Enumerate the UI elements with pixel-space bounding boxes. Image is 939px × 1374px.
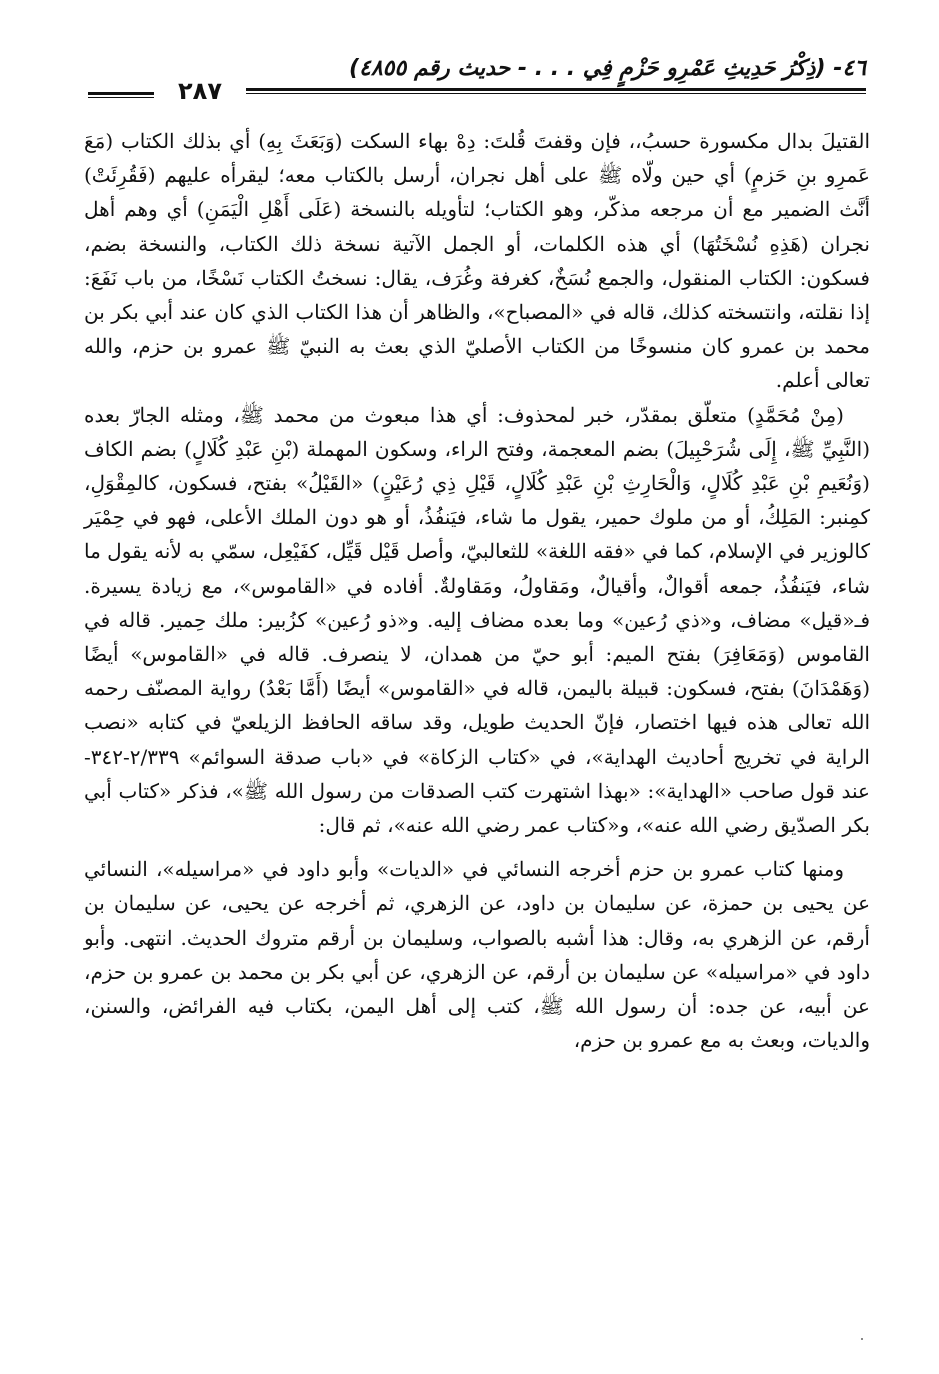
margin-mark xyxy=(861,1338,863,1340)
paragraph-1: القتيلَ بدال مكسورة حسبُ،، فإن وقفتَ قُلتَ: دِهْ بهاء السكت (وَبَعَثَ بِهِ) أي بذلك الكتاب (مَعَ عَمرِو بنِ حَزمٍ) أي حين ولّاه ﷺ على أهل نجران، أرسل بالكتاب معه؛ ليقرأه عليهم (فَقُرِئَتْ) أنَّث الضمير مع أن مرجعه مذكّر، وهو الكتاب؛ لتأويله بالنسخة (عَلَى أَهْلِ الْيَمَنِ) أي وهم أهل نجران (هَذِهِ نُسْخَتُهَا) أي هذه الكلمات، أو الجمل الآتية نسخة ذلك الكتاب، والنسخة بضم، فسكون: الكتاب المنقول، والجمع نُسَخٌ، كغرفة وغُرَف، يقال: نسختُ الكتاب نَسْخًا، من باب نَفَعَ: إذا نقلته، وانتسخته كذلك، قاله في «المصباح»، والظاهر أن هذا الكتاب الذي كان عند أبي بكر بن محمد بن عمرو كان منسوخًا من الكتاب الأصليّ الذي بعث به النبيّ ﷺ عمرو بن حزم، والله تعالى أعلم. xyxy=(84,129,871,393)
page-number: ٢٨٧ xyxy=(178,77,222,105)
header-rule-long xyxy=(246,88,866,94)
paragraph-3: ومنها كتاب عمرو بن حزم أخرجه النسائي في «الديات» وأبو داود في «مراسيله»، النسائي عن يحيى بن حمزة، عن سليمان بن داود، عن الزهري، ثم أخرجه عن يحيى، عن سليمان بن أرقم، عن الزهري به، وقال: هذا أشبه بالصواب، وسليمان بن أرقم متروك الحديث. انتهى. وأبو داود في «مراسيله» عن سليمان بن أرقم، عن الزهري، عن أبي بكر بن محمد بن عمرو بن حزم، عن أبيه، عن جده: أن رسول الله ﷺ، كتب إلى أهل اليمن، بكتاب فيه الفرائض، والسنن، والديات، وبعث به مع عمرو بن حزم، xyxy=(84,857,870,1053)
page-header xyxy=(88,52,866,110)
header-rule-short xyxy=(88,92,154,98)
page-body xyxy=(84,124,870,1057)
paragraph-2: (مِنْ مُحَمَّدٍ) متعلّق بمقدّر، خبر لمحذوف: أي هذا مبعوث من محمد ﷺ، ومثله الجارّ بعده (النَّبِيِّ ﷺ، إِلَى شُرَحْبِيلَ) بضم المعجمة، وفتح الراء، وسكون المهملة (بْنِ عَبْدِ كُلَالٍ) بضم الكاف (وَنُعَيمِ بْنِ عَبْدِ كُلَالٍ، وَالْحَارِثِ بْنِ عَبْدِ كُلَالٍ، قَيْلِ ذِي رُعَيْنٍ) «القَيْلُ» بفتح، فسكون، كالمِقْوَلِ، كمِنبر: المَلِكُ، أو من ملوك حمير، يقول ما شاء، فيَنفُذُ، أو هو دون الملك الأعلى، فهو في حِمْيَر كالوزير في الإسلام، كما في «فقه اللغة» للثعالبيّ، وأصل قَيْل قَيِّل، كفَيْعِل، سمّي به لأنه يقول ما شاء، فيَنفُذُ، جمعه أقوالٌ، وأقيالٌ، ومَقاولُ، ومَقاولةٌ. أفاده في «القاموس»، مع زيادة يسيرة. فـ«قيل» مضاف، و«ذي رُعين» وما بعده مضاف إليه. و«ذو رُعين» كزُبير: ملك حِمير. قاله في القاموس (وَمَعَافِرَ) بفتح الميم: أبو حيّ من همدان، لا ينصرف. قاله في «القاموس» أيضًا (وَهَمْدَانَ) بفتح، فسكون: قبيلة باليمن، قاله في «القاموس» أيضًا (أَمَّا بَعْدُ) رواية المصنّف رحمه الله تعالى هذه فيها اختصار، فإنّ الحديث طويل، وقد ساقه الحافظ الزيلعيّ في كتابه «نصب الراية في تخريج أحاديث الهداية»، في «كتاب الزكاة» في «باب صدقة السوائم» ٢/٣٣٩-٣٤٢- عند قول صاحب «الهداية»: «بهذا اشتهرت كتب الصدقات من رسول الله ﷺ»، فذكر «كتاب أبي بكر الصدّيق رضي الله عنه»، و«كتاب عمر رضي الله عنه»، ثم قال: xyxy=(84,402,870,838)
running-title: ٤٦- (ذِكْرُ حَدِيثِ عَمْرِو حَزْمٍ فِي . . . - حديث رقم ٤٨٥٥) xyxy=(348,56,866,81)
